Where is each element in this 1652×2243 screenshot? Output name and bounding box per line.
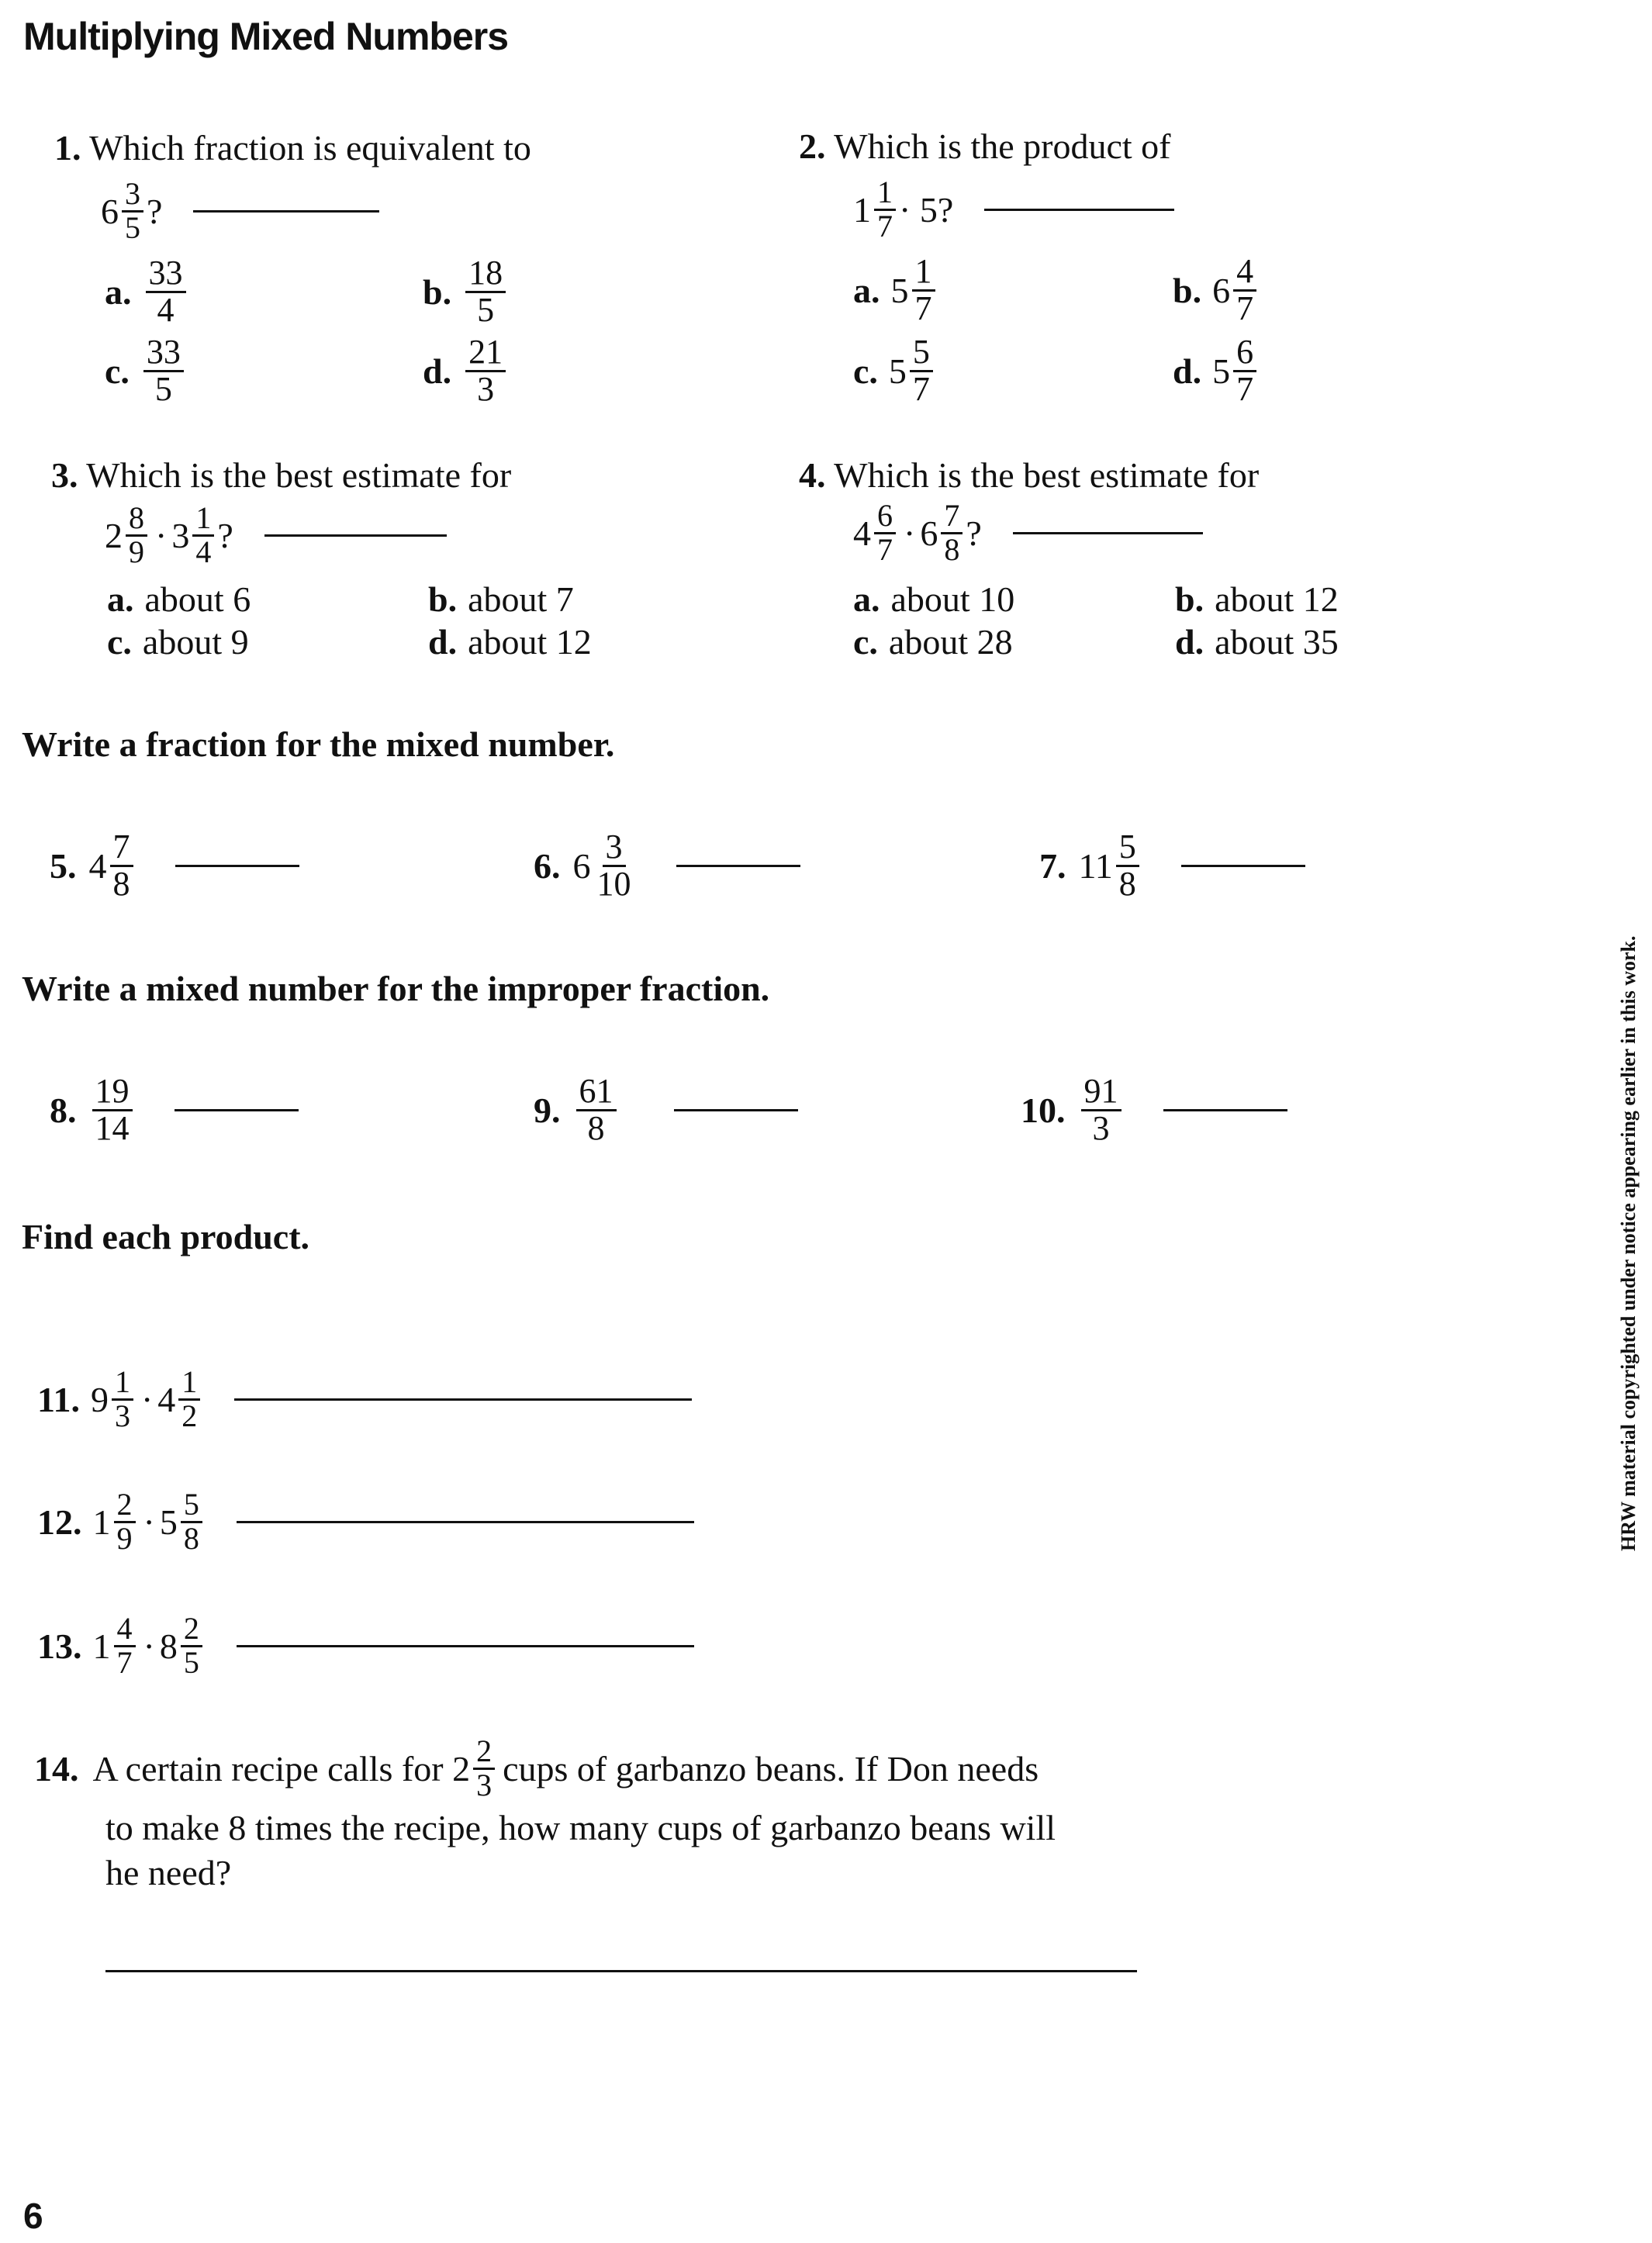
q3-option-d[interactable]: d. about 12 xyxy=(428,622,592,662)
item-5: 5. 4 $\frac{7}{8}$ xyxy=(50,830,299,902)
question-1-prompt: 1. Which fraction is equivalent to xyxy=(54,128,531,168)
q4-option-d[interactable]: d. about 35 xyxy=(1175,622,1339,662)
q1-option-b[interactable]: b. $\frac{18}{5}$ xyxy=(423,256,509,328)
answer-blank-3[interactable] xyxy=(264,534,447,537)
q2-option-b[interactable]: b. 6 $\frac{4}{7}$ xyxy=(1173,254,1260,327)
q2-option-d[interactable]: d. 5 $\frac{6}{7}$ xyxy=(1173,335,1260,407)
answer-blank-4[interactable] xyxy=(1013,532,1203,534)
question-4-prompt: 4. Which is the best estimate for xyxy=(799,455,1260,495)
answer-blank-13[interactable] xyxy=(237,1645,694,1647)
q3-option-a[interactable]: a. about 6 xyxy=(107,579,251,619)
answer-blank-1[interactable] xyxy=(193,210,379,213)
item-8: 8. $\frac{19}{14}$ xyxy=(50,1074,299,1146)
q2-option-a[interactable]: a. 5 $\frac{1}{7}$ xyxy=(853,254,938,327)
question-2-prompt: 2. Which is the product of xyxy=(799,126,1171,166)
item-12: 12. 1 $\frac{2}{9}$ · 5 $\frac{5}{8}$ xyxy=(37,1489,694,1555)
item-9: 9. $\frac{61}{8}$ xyxy=(534,1074,798,1146)
question-14-line3: he need? xyxy=(105,1853,232,1892)
q1-option-c[interactable]: c. $\frac{33}{5}$ xyxy=(105,335,187,407)
answer-blank-10[interactable] xyxy=(1163,1109,1287,1111)
fraction: $\frac{1}{7}$ xyxy=(874,177,896,243)
section-heading-mixed-to-fraction: Write a fraction for the mixed number. xyxy=(22,724,615,764)
q3-option-b[interactable]: b. about 7 xyxy=(428,579,574,619)
q3-option-c[interactable]: c. about 9 xyxy=(107,622,249,662)
answer-blank-6[interactable] xyxy=(676,865,800,867)
answer-blank-11[interactable] xyxy=(234,1398,692,1401)
section-heading-fraction-to-mixed: Write a mixed number for the improper fraction. xyxy=(22,969,770,1008)
section-heading-find-product: Find each product. xyxy=(22,1217,310,1256)
item-13: 13. 1 $\frac{4}{7}$ · 8 $\frac{2}{5}$ xyxy=(37,1613,694,1679)
item-11: 11. 9 $\frac{1}{3}$ · 4 $\frac{1}{2}$ xyxy=(37,1367,692,1433)
question-3-prompt: 3. Which is the best estimate for xyxy=(51,455,512,495)
answer-blank-5[interactable] xyxy=(175,865,299,867)
page-number: 6 xyxy=(23,2196,43,2236)
answer-blank-7[interactable] xyxy=(1181,865,1305,867)
copyright-notice: HRW material copyrighted under notice appearing earlier in this work. xyxy=(1617,935,1640,1551)
question-2-expression: 1 $\frac{1}{7}$ · 5? xyxy=(853,177,1174,243)
page-title: Multiplying Mixed Numbers xyxy=(23,15,509,58)
q4-option-a[interactable]: a. about 10 xyxy=(853,579,1015,619)
answer-blank-2[interactable] xyxy=(984,209,1174,211)
item-7: 7. 11 $\frac{5}{8}$ xyxy=(1039,830,1305,902)
answer-blank-9[interactable] xyxy=(674,1109,798,1111)
question-4-expression: 4 $\frac{6}{7}$ · 6 $\frac{7}{8}$ ? xyxy=(853,500,1203,566)
question-3-expression: 2 $\frac{8}{9}$ · 3 $\frac{1}{4}$ ? xyxy=(105,503,447,569)
item-6: 6. 6 $\frac{3}{10}$ xyxy=(534,830,800,902)
question-14-line1: 14. A certain recipe calls for 2 $\frac{2}{3}$ cups of garbanzo beans. If Don needs xyxy=(34,1733,1039,1802)
answer-blank-12[interactable] xyxy=(237,1521,694,1523)
answer-blank-8[interactable] xyxy=(175,1109,299,1111)
q4-option-c[interactable]: c. about 28 xyxy=(853,622,1013,662)
answer-blank-14[interactable] xyxy=(105,1970,1137,1972)
fraction: $\frac{3}{5}$ xyxy=(122,178,143,244)
item-10: 10. $\frac{91}{3}$ xyxy=(1021,1074,1287,1146)
q4-option-b[interactable]: b. about 12 xyxy=(1175,579,1339,619)
question-14-line2: to make 8 times the recipe, how many cups of garbanzo beans will xyxy=(105,1808,1056,1847)
q2-option-c[interactable]: c. 5 $\frac{5}{7}$ xyxy=(853,335,936,407)
q1-option-d[interactable]: d. $\frac{21}{3}$ xyxy=(423,335,509,407)
q1-option-a[interactable]: a. $\frac{33}{4}$ xyxy=(105,256,189,328)
question-1-expression: 6 $\frac{3}{5}$ ? xyxy=(101,178,379,244)
